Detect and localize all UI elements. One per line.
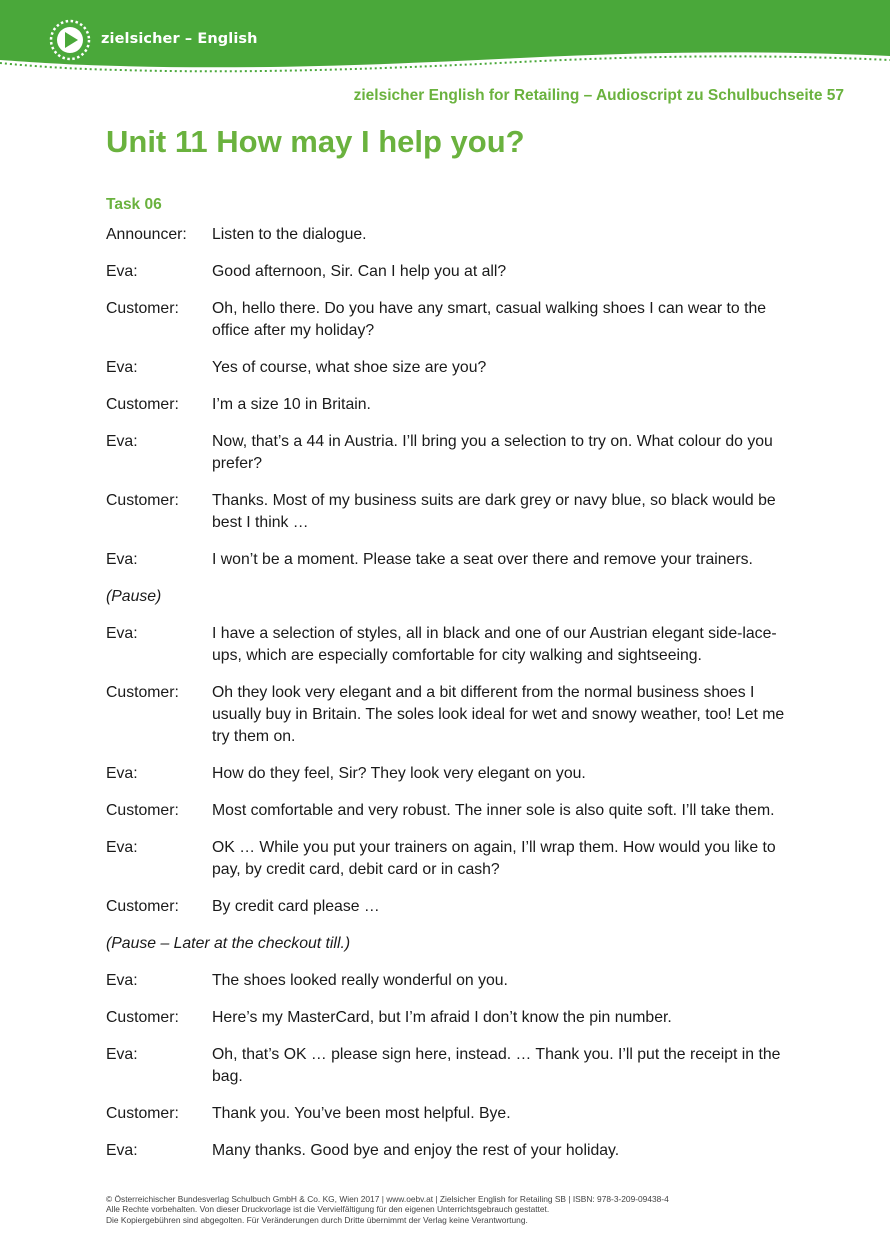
dialogue-list <box>106 224 796 1177</box>
speaker-name: Customer: <box>106 802 179 819</box>
speaker-name: Customer: <box>106 684 179 701</box>
dialogue-text: OK … While you put your trainers on again, I’ll wrap them. How would you like to pay, by credit card, debit card or in cash? <box>212 839 776 878</box>
dialogue-line <box>106 261 796 283</box>
dialogue-text: Listen to the dialogue. <box>212 226 367 243</box>
dialogue-line <box>106 431 796 475</box>
dialogue-line <box>106 896 796 918</box>
speaker-name: Customer: <box>106 1105 179 1122</box>
dialogue-text: I’m a size 10 in Britain. <box>212 396 371 413</box>
dialogue-text: Many thanks. Good bye and enjoy the rest of your holiday. <box>212 1142 620 1159</box>
speaker-name: Customer: <box>106 300 179 317</box>
dialogue-text: The shoes looked really wonderful on you. <box>212 972 508 989</box>
dialogue-text: Oh, hello there. Do you have any smart, casual walking shoes I can wear to the office after my holiday? <box>212 300 767 339</box>
dialogue-line <box>106 970 796 992</box>
dialogue-text: Here’s my MasterCard, but I’m afraid I don’t know the pin number. <box>212 1009 672 1026</box>
dialogue-line <box>106 1044 796 1088</box>
dialogue-line <box>106 224 796 246</box>
dialogue-text: Oh, that’s OK … please sign here, instead. … Thank you. I’ll put the receipt in the bag. <box>212 1046 781 1085</box>
dialogue-line <box>106 357 796 379</box>
dialogue-line <box>106 1007 796 1029</box>
speaker-name: Eva: <box>106 972 138 989</box>
brand-name: zielsicher – English <box>101 31 258 47</box>
dialogue-text: Now, that’s a 44 in Austria. I’ll bring you a selection to try on. What colour do you prefer? <box>212 433 773 472</box>
dialogue-text: I won’t be a moment. Please take a seat over there and remove your trainers. <box>212 551 753 568</box>
dialogue-text: I have a selection of styles, all in black and one of our Austrian elegant side-lace-ups, which are especially comfortable for city walking and sightseeing. <box>212 625 777 664</box>
dialogue-line <box>106 298 796 342</box>
dialogue-text: Yes of course, what shoe size are you? <box>212 359 487 376</box>
stage-direction: (Pause) <box>106 588 162 605</box>
task-label: Task 06 <box>106 196 162 213</box>
speaker-name: Customer: <box>106 492 179 509</box>
dialogue-text: Thank you. You’ve been most helpful. Bye. <box>212 1105 511 1122</box>
dialogue-line <box>106 837 796 881</box>
speaker-name: Customer: <box>106 898 179 915</box>
footer <box>106 1194 806 1225</box>
speaker-name: Customer: <box>106 396 179 413</box>
speaker-name: Eva: <box>106 765 138 782</box>
dialogue-line <box>106 549 796 571</box>
speaker-name: Eva: <box>106 839 138 856</box>
speaker-name: Eva: <box>106 625 138 642</box>
speaker-name: Eva: <box>106 433 138 450</box>
footer-line: Alle Rechte vorbehalten. Von dieser Druckvorlage ist die Vervielfältigung für den eigenen Unterrichtsgebrauch gestattet. <box>106 1204 550 1215</box>
speaker-name: Customer: <box>106 1009 179 1026</box>
dialogue-line <box>106 682 796 748</box>
header-banner <box>0 0 890 80</box>
dialogue-text: Thanks. Most of my business suits are dark grey or navy blue, so black would be best I think … <box>212 492 776 531</box>
dialogue-text: Oh they look very elegant and a bit different from the normal business shoes I usually buy in Britain. The soles look ideal for wet and snowy weather, too! Let me try them on. <box>212 684 785 745</box>
speaker-name: Announcer: <box>106 226 187 243</box>
stage-direction: (Pause – Later at the checkout till.) <box>106 935 351 952</box>
dialogue-line <box>106 1140 796 1162</box>
dialogue-line <box>106 394 796 416</box>
footer-line: Die Kopiergebühren sind abgegolten. Für Veränderungen durch Dritte übernimmt der Verlag keine Verantwortung. <box>106 1214 528 1225</box>
speaker-name: Eva: <box>106 359 138 376</box>
dialogue-text: Most comfortable and very robust. The inner sole is also quite soft. I’ll take them. <box>212 802 775 819</box>
dialogue-line <box>106 763 796 785</box>
speaker-name: Eva: <box>106 1046 138 1063</box>
dialogue-text: By credit card please … <box>212 898 380 915</box>
dialogue-text: Good afternoon, Sir. Can I help you at all? <box>212 263 507 280</box>
dialogue-line <box>106 800 796 822</box>
page-subtitle: zielsicher English for Retailing – Audioscript zu Schulbuchseite 57 <box>353 87 844 104</box>
speaker-name: Eva: <box>106 1142 138 1159</box>
dialogue-line <box>106 623 796 667</box>
dialogue-text: How do they feel, Sir? They look very elegant on you. <box>212 765 586 782</box>
page-title: Unit 11 How may I help you? <box>106 124 525 159</box>
dialogue-line <box>106 1103 796 1125</box>
speaker-name: Eva: <box>106 263 138 280</box>
speaker-name: Eva: <box>106 551 138 568</box>
footer-line: © Österreichischer Bundesverlag Schulbuch GmbH & Co. KG, Wien 2017 | www.oebv.at | Zielsicher English for Retailing SB | ISBN: 978-3-209-09438-4 <box>106 1194 669 1204</box>
dialogue-line <box>106 490 796 534</box>
